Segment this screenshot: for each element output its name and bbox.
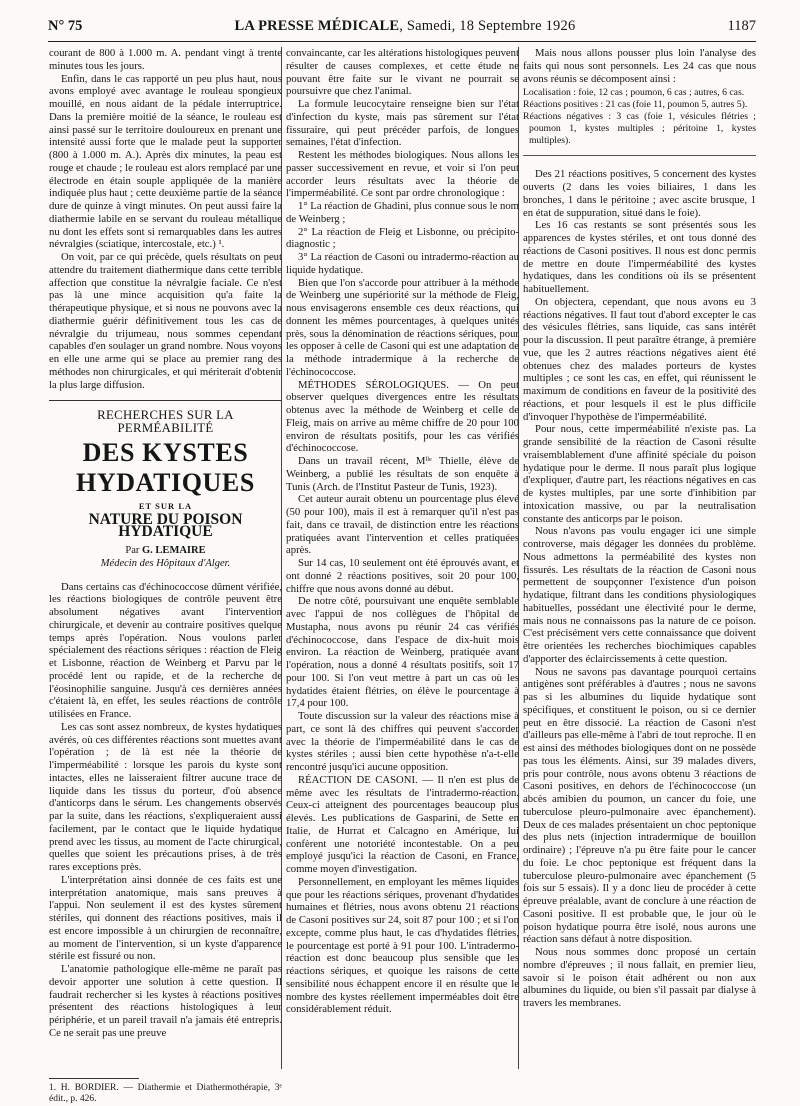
list-item: 1° La réaction de Ghadini, plus connue sous le nom de Weinberg ; [286, 200, 519, 225]
author-affiliation: Médecin des Hôpitaux d'Alger. [100, 557, 231, 569]
article-separator [49, 400, 282, 401]
paragraph: Nous n'avons pas voulu engager ici une simple controverse, mais dégager les données du problème. Nous admettons la perméabilité des kystes non fissurés. Les résultats de la réaction de Casoni nous permettent de soupçonner l'existence d'un poison hydatique, filtrant dans les conditions physiologiques habituelles, possédant une électivité pour le derme, mais nous ne connaissons pas la nature de ce poison. C'est précisément vers cette connaissance que doivent être orientées les recherches biochimiques capables d'apporter des éclaircissements à cette question. [523, 525, 756, 665]
paragraph: Nous nous sommes donc proposé un certain nombre d'épreuves ; il nous fallait, en premier lieu, savoir si le poison était adhérent ou non aux albumines du liquide, ou bien s'il passait par dialyse à travers les membranes. [523, 946, 756, 1009]
paragraph: RÉACTION DE CASONI. — Il n'en est plus de même avec les résultats de l'intradermo-réaction. Ceux-ci atteignent des pourcentages beaucoup plus élevés. Les publications de Gasparini, de Sette en Italie, de Hurrat et Calcagno en Amérique, lui confèrent une notoriété incontestable. On a peu employé jusqu'ici la réaction de Casoni, en France, comme moyen d'investigation. [286, 773, 519, 875]
paragraph: Des 21 réactions positives, 5 concernent des kystes ouverts (2 dans les voies biliaires, 1 dans les bronches, 1 dans le péritoine ; avec ascite brusque, 1 en état de suppuration, situé dans le foie). [523, 168, 756, 219]
column-1 [49, 47, 282, 1104]
journal-name: LA PRESSE MÉDICALE [234, 17, 400, 34]
list-item: 3° La réaction de Casoni ou intradermo-réaction au liquide hydatique. [286, 251, 519, 276]
case-summary [523, 87, 756, 156]
paragraph: Enfin, dans le cas rapporté un peu plus haut, nous avons employé avec avantage le rouleau spongieux mouillé, en nous aidant de la pédale interruptrice. Dans la première moitié de la séance, le rouleau est ainsi passé sur le territoire douloureux en prenant une intensité aussi forte que le malade peut la supporter (800 à 1.000 m. A.). Après dix minutes, la peau est rouge et chaude ; le rouleau est alors remplacé par une électrode en étain souple appliquée de la manière indiquée plus haut ; cette deuxième partie de la séance dure de quinze à vingt minutes. On peut aussi faire la diathermie labile en se servant du rouleau métallique nu dont les effets sont si remarquables dans les autres névralgies (sciatique, intercostale, etc.) ¹. [49, 72, 282, 251]
paragraph: La formule leucocytaire renseigne bien sur l'état d'infection du kyste, mais pas sûrement sur l'état fissuraire, qui peut précéder parfois, de longues semaines, l'état d'infection. [286, 98, 519, 149]
footnote: 1. H. BORDIER. — Diathermie et Diathermothérapie, 3ᵉ édit., p. 426. [49, 1082, 282, 1104]
paragraph: courant de 800 à 1.000 m. A. pendant vingt à trente minutes tous les jours. [49, 47, 282, 72]
title-line-2: DES KYSTES HYDATIQUES [76, 437, 255, 497]
summary-line: Localisation : foie, 12 cas ; poumon, 6 cas ; autres, 6 cas. [523, 87, 745, 99]
paragraph: De notre côté, poursuivant une enquête semblable avec l'appui de nos collègues de l'hôpital de Mustapha, nous avons pu réunir 24 cas vérifiés d'échinococcose, dans l'espace de dix-huit mois environ. La réaction de Weinberg, pratiquée avant l'opération, nous a donné 4 résultats positifs, soit 17 pour 100. Si l'on veut mettre à part un cas où les hydatides étaient flétries, on élève le pourcentage à 17,4 pour 100. [286, 595, 519, 710]
paragraph: convaincante, car les altérations histologiques peuvent résulter de causes complexes, et cette étude ne pouvant être faite sur le vivant ne pourrait se poursuivre que chez l'animal. [286, 47, 519, 98]
list-item: 2° La réaction de Fleig et Lisbonne, ou précipito-diagnostic ; [286, 225, 519, 251]
byline-prefix: Par [125, 545, 140, 556]
author-name: G. LEMAIRE [142, 545, 206, 556]
paragraph: Pour nous, cette imperméabilité n'existe pas. La grande sensibilité de la réaction de Casoni résulte vraisemblablement d'une affinité spéciale du poison hydatique pour le derme. Il nous paraît plus logique d'expliquer, d'autre part, les réactions négatives en cas de kystes multiples, par une sorte d'inhibition par intoxication massive, ou par la neutralisation constante des anticorps par le poison. [523, 423, 756, 525]
paragraph: Sur 14 cas, 10 seulement ont été éprouvés avant, et ont donné 2 réactions positives, soit 20 pour 100, chiffre que nous avons donné au début. [286, 557, 519, 595]
paragraph: Les cas sont assez nombreux, de kystes hydatiques avérés, où ces différentes réactions sont muettes avant l'opération ; de là est née la théorie de l'imperméabilité : lorsque les parois du kyste sont intactes, elles ne laisseraient filtrer aucune trace de liquide dans les tissus du porteur, d'où absence d'anticorps dans le sérum. Les changements observés par la suite, dans les réactions, s'expliqueraient aussi facilement, par le contact que le liquide hydatique prend avec les tissus, au moment de l'acte chirurgical, quelles que soient les précautions prises, à de très rares exceptions près. [49, 720, 282, 873]
paragraph: On voit, par ce qui précède, quels résultats on peut attendre du traitement diathermique dans cette terrible affection que constitue la névralgie faciale. Ce n'est pas là une mince acquisition qu'a faite la thérapeutique physique, et si nous ne pouvons avec la diathermie guérir définitivement tous les cas de névralgie du trijumeau, nous sommes cependant capables d'en soulager un grand nombre. Nous voyons en elle une arme qui se place au premier rang des méthodes non chirurgicales, et qui mériterait d'obtenir la plus large diffusion. [49, 251, 282, 391]
issue-number: N° 75 [48, 17, 83, 34]
page-number: 1187 [727, 17, 756, 34]
paragraph: Dans un travail récent, Mˡˡᵉ Thielle, élève de Weinberg, a publié les résultats de son enquête à Tunis (Arch. de l'Institut Pasteur de Tunis, 1923). [286, 455, 519, 493]
paragraph: MÉTHODES SÉROLOGIQUES. — On peut observer quelques divergences entre les résultats obtenus avec la méthode de Weinberg et celle de Fleig, mais on arrive au même chiffre de 20 pour 100 environ de résultats positifs, pour les cas vérifiés d'échinococcose. [286, 378, 519, 455]
issue-date: Samedi, 18 Septembre 1926 [406, 17, 576, 34]
paragraph: Les 16 cas restants se sont présentés sous les apparences de kystes stériles, et ont tous donné des réactions de Casoni positives. Il nous est donc permis de mettre en doute l'imperméabilité des kystes hydatiques, dans les conditions où ils se présentent habituellement. [523, 219, 756, 295]
paragraph: Toute discussion sur la valeur des réactions mise à part, ce sont là des chiffres qui peuvent s'accorder avec la théorie de l'imperméabilité dans le cas de kystes stériles ; aussi bien cette hypothèse n'a-t-elle rencontré jusqu'ici aucune opposition. [286, 710, 519, 773]
paragraph: L'anatomie pathologique elle-même ne paraît pas devoir apporter une solution à cette question. Il faudrait rechercher si les kystes à réactions positives présentent des réactions histologiques à leur périphérie, et un pareil travail n'a jamais été entrepris. Ce ne serait pas une preuve [49, 963, 282, 1039]
summary-line: Réactions positives : 21 cas (foie 11, poumon 5, autres 5). [523, 99, 748, 111]
paragraph: L'interprétation ainsi donnée de ces faits est une interprétation anatomique, mais sans preuves à l'appui. Non seulement il est des kystes sûrement stériles, qui donnent des réactions positives, mais il est encore impossible à un chirurgien de reconnaître, au moment de l'intervention, si un kyste d'apparence stérile est fissuré ou non. [49, 873, 282, 963]
paragraph: Restent les méthodes biologiques. Nous allons les passer successivement en revue, et voir si l'on peut accorder leurs résultats avec la théorie de l'imperméabilité. Ce sont par ordre chronologique : [286, 149, 519, 200]
running-head: LA PRESSE MÉDICALE, Samedi, 18 Septembre 1926 [234, 17, 576, 34]
paragraph: Mais nous allons pousser plus loin l'analyse des faits qui nous sont personnels. Les 24 cas que nous avons réunis se décomposent ainsi : [523, 47, 756, 85]
column-2 [286, 47, 519, 1069]
summary-line: Réactions négatives : 3 cas (foie 1, vésicules flétries ; poumon 1, kystes multiples ; péritoine 1, kystes multiples). [523, 111, 756, 147]
paragraph: Personnellement, en employant les mêmes liquides que pour les réactions sériques, provenant d'hydatides humaines et flétries, nous avons obtenu 21 réactions de Casoni positives sur 24, soit 87 pour 100 ; et si l'on excepte, comme plus haut, le cas d'hydatides flétries, le pourcentage est porté à 91 pour 100. L'intradermo-réaction est donc beaucoup plus sensible que les réactions sériques, et quoique les raisons de cette sensibilité nous échappent encore il en résulte que le nombre des kystes réellement imperméables doit être considérablement réduit. [286, 875, 519, 1016]
title-line-4: NATURE DU POISON HYDATIQUE [88, 510, 243, 541]
paragraph: Nous ne savons pas davantage pourquoi certains antigènes sont préférables à d'autres ; nous ne savons pas si les albumines du liquide hydatique sont spécifiques, et constituent le poison, ou si ce dernier peut en être dissocié. La réaction de Casoni n'est d'ailleurs pas elle-même à l'abri de tout reproche. Il en est ainsi des méthodes biologiques dont on ne possède pas tous les éléments. Ainsi, sur 39 malades divers, pris pour contrôle, nous avons obtenu 3 réactions de Casoni positives, en dehors de l'échinococcose (un abcès amibien du poumon, un cancer du foie, une tuberculose pleuro-pulmonaire avec épanchement). Deux de ces malades présentaient un choc peptonique des plus nets (injection intradermique de bouillon ordinaire) ; l'épreuve n'a pu être faite pour le cancer du foie. Le choc peptonique est fréquent dans la tuberculose pleuro-pulmonaire avec épanchement (5 fois sur 5 essais). Il y a donc lieu de procéder à cette épreuve préalable, avant de conclure à une réaction de Casoni positive. Il est probable que, le jour où le poison hydatique pourra être isolé, nous aurons une réaction sans défaut à notre disposition. [523, 665, 756, 946]
title-line-1: RECHERCHES SUR LA PERMÉABILITÉ [97, 408, 234, 435]
column-3 [523, 47, 756, 1069]
page-header [48, 11, 756, 42]
title-line-3: ET SUR LA [138, 500, 193, 511]
article-title-block [49, 403, 282, 580]
paragraph: Cet auteur aurait obtenu un pourcentage plus élevé (50 pour 100), mais il est à remarquer qu'il n'est pas fait, dans ce travail, de distinction entre les réactions pratiquées avant l'intervention et celles pratiquées après. [286, 493, 519, 557]
footnote-rule [49, 1078, 139, 1079]
byline [49, 545, 282, 558]
paragraph: Dans certains cas d'échinococcose dûment vérifiée, les réactions biologiques de contrôle peuvent être absolument négatives avant l'intervention chirurgicale, et devenir au contraire positives quelque temps après l'opération. Nous voulons parler spécialement des réactions sériques : réaction de Fleig et Lisbonne, réaction de Weinberg et Parvu par le procédé lent ou rapide, et de la recherche de l'éosinophilie sanguine. Jusqu'à ces dernières années c'étaient là, en effet, les seules réactions de contrôle utilisées en France. [49, 580, 282, 720]
paragraph: On objectera, cependant, que nous avons eu 3 réactions négatives. Il faut tout d'abord excepter le cas des vésicules flétries, sans liquide, cas sans intérêt pour la discussion. Il peut paraître étrange, à première vue, que les 2 autres réactions négatives aient été obtenues chez des malades porteurs de kystes multiples ; ce sont les cas, en effet, qui réunissent le maximum de conditions en faveur de la positivité des réactions, et pour lesquels il est le plus difficile d'invoquer l'hypothèse de l'imperméabilité. [523, 295, 756, 423]
paragraph: Bien que l'on s'accorde pour attribuer à la méthode de Weinberg une supériorité sur la méthode de Fleig, nous envisagerons ensemble ces deux réactions, qui donnent les mêmes pourcentages, à quelques unités près, sous la dénomination de réactions sériques, pour les opposer à celle de Casoni qui est une adaptation de la méthode intradermique à la recherche de l'échinococcose. [286, 276, 519, 378]
